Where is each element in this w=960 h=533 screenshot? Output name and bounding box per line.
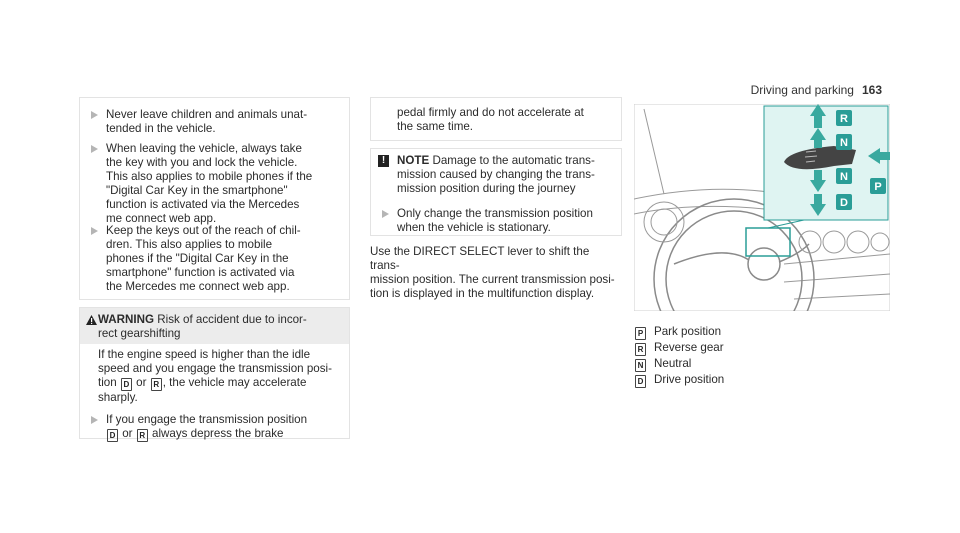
bullet-arrow-icon [382, 210, 389, 218]
page-number: 163 [861, 83, 882, 97]
or-text: or [122, 427, 133, 440]
legend-label: Park position [654, 325, 722, 338]
key-r: R [137, 429, 148, 442]
gear-label-d: D [840, 197, 848, 209]
page-header [751, 83, 882, 97]
warning-text: If the engine speed is higher than the idle speed and you engage the transmission posi- tion [98, 348, 332, 389]
note-heading: Damage to the automatic trans- mission caused by changing the trans- mission position during the journey [397, 154, 595, 195]
warning-title: WARNING [98, 313, 155, 326]
note-box [370, 148, 622, 236]
direct-select-figure [634, 104, 890, 311]
section-title: Driving and parking [750, 83, 854, 97]
bullet-arrow-icon [91, 227, 98, 235]
bullet-text: If you engage the transmission position [106, 413, 308, 426]
key-n: N [635, 359, 646, 372]
gear-label-n: N [840, 137, 848, 149]
bullet-text: When leaving the vehicle, always take the key with you and lock the vehicle. This also applies to mobile phones if the "Digital Car Key in the smartphone" function is activated via the Mercedes me connect web app. [106, 142, 313, 225]
legend-label: Reverse gear [654, 341, 724, 354]
continuation-text: pedal firmly and do not accelerate at the same time. [397, 106, 584, 133]
warning-box [79, 307, 350, 439]
bullet-text: Only change the transmission position when the vehicle is stationary. [397, 207, 593, 234]
note-title: NOTE [397, 154, 430, 167]
gear-legend [634, 325, 884, 389]
key-p: P [635, 327, 646, 340]
bullet-item [80, 108, 346, 136]
warning-text-end: , the vehicle may accelerate sharply. [98, 376, 307, 404]
bullet-item [80, 413, 341, 442]
note-header [371, 149, 621, 199]
key-d: D [107, 429, 118, 442]
bullet-text: always depress the brake [152, 427, 284, 440]
exclamation-icon: ! [378, 155, 389, 167]
bullet-text: Never leave children and animals unat- tended in the vehicle. [106, 108, 308, 135]
legend-item [634, 357, 884, 373]
warning-heading: Risk of accident due to incor- rect gearshifting [98, 313, 307, 340]
bullet-item [80, 142, 346, 226]
bullet-arrow-icon [91, 145, 98, 153]
gear-label-n-down: N [840, 171, 848, 183]
gear-label-p: P [874, 181, 882, 193]
legend-item [634, 373, 884, 389]
key-d: D [635, 375, 646, 388]
bullet-text: Keep the keys out of the reach of chil- dren. This also applies to mobile phones if the "Digital Car Key in the smartphone" function is activated via the Mercedes me connect web app. [106, 224, 301, 293]
key-d: D [121, 378, 132, 391]
or-text: or [136, 376, 147, 389]
safety-bullets-box [79, 97, 350, 300]
bullet-item [371, 207, 621, 235]
warning-header [80, 308, 349, 344]
intro-paragraph: Use the DIRECT SELECT lever to shift the trans- mission position. The current transmission posi- tion is displayed in the multifunction display. [370, 245, 615, 300]
lever-inset [764, 104, 890, 220]
legend-item [634, 325, 884, 341]
bullet-item [80, 224, 346, 294]
warning-triangle-icon [86, 315, 97, 325]
bullet-arrow-icon [91, 111, 98, 119]
key-r: R [635, 343, 646, 356]
continuation-box [370, 97, 622, 141]
legend-item [634, 341, 884, 357]
gear-label-r: R [840, 113, 848, 125]
legend-label: Drive position [654, 373, 725, 386]
legend-label: Neutral [654, 357, 692, 370]
warning-body [80, 344, 349, 442]
key-r: R [151, 378, 162, 391]
bullet-arrow-icon [91, 416, 98, 424]
